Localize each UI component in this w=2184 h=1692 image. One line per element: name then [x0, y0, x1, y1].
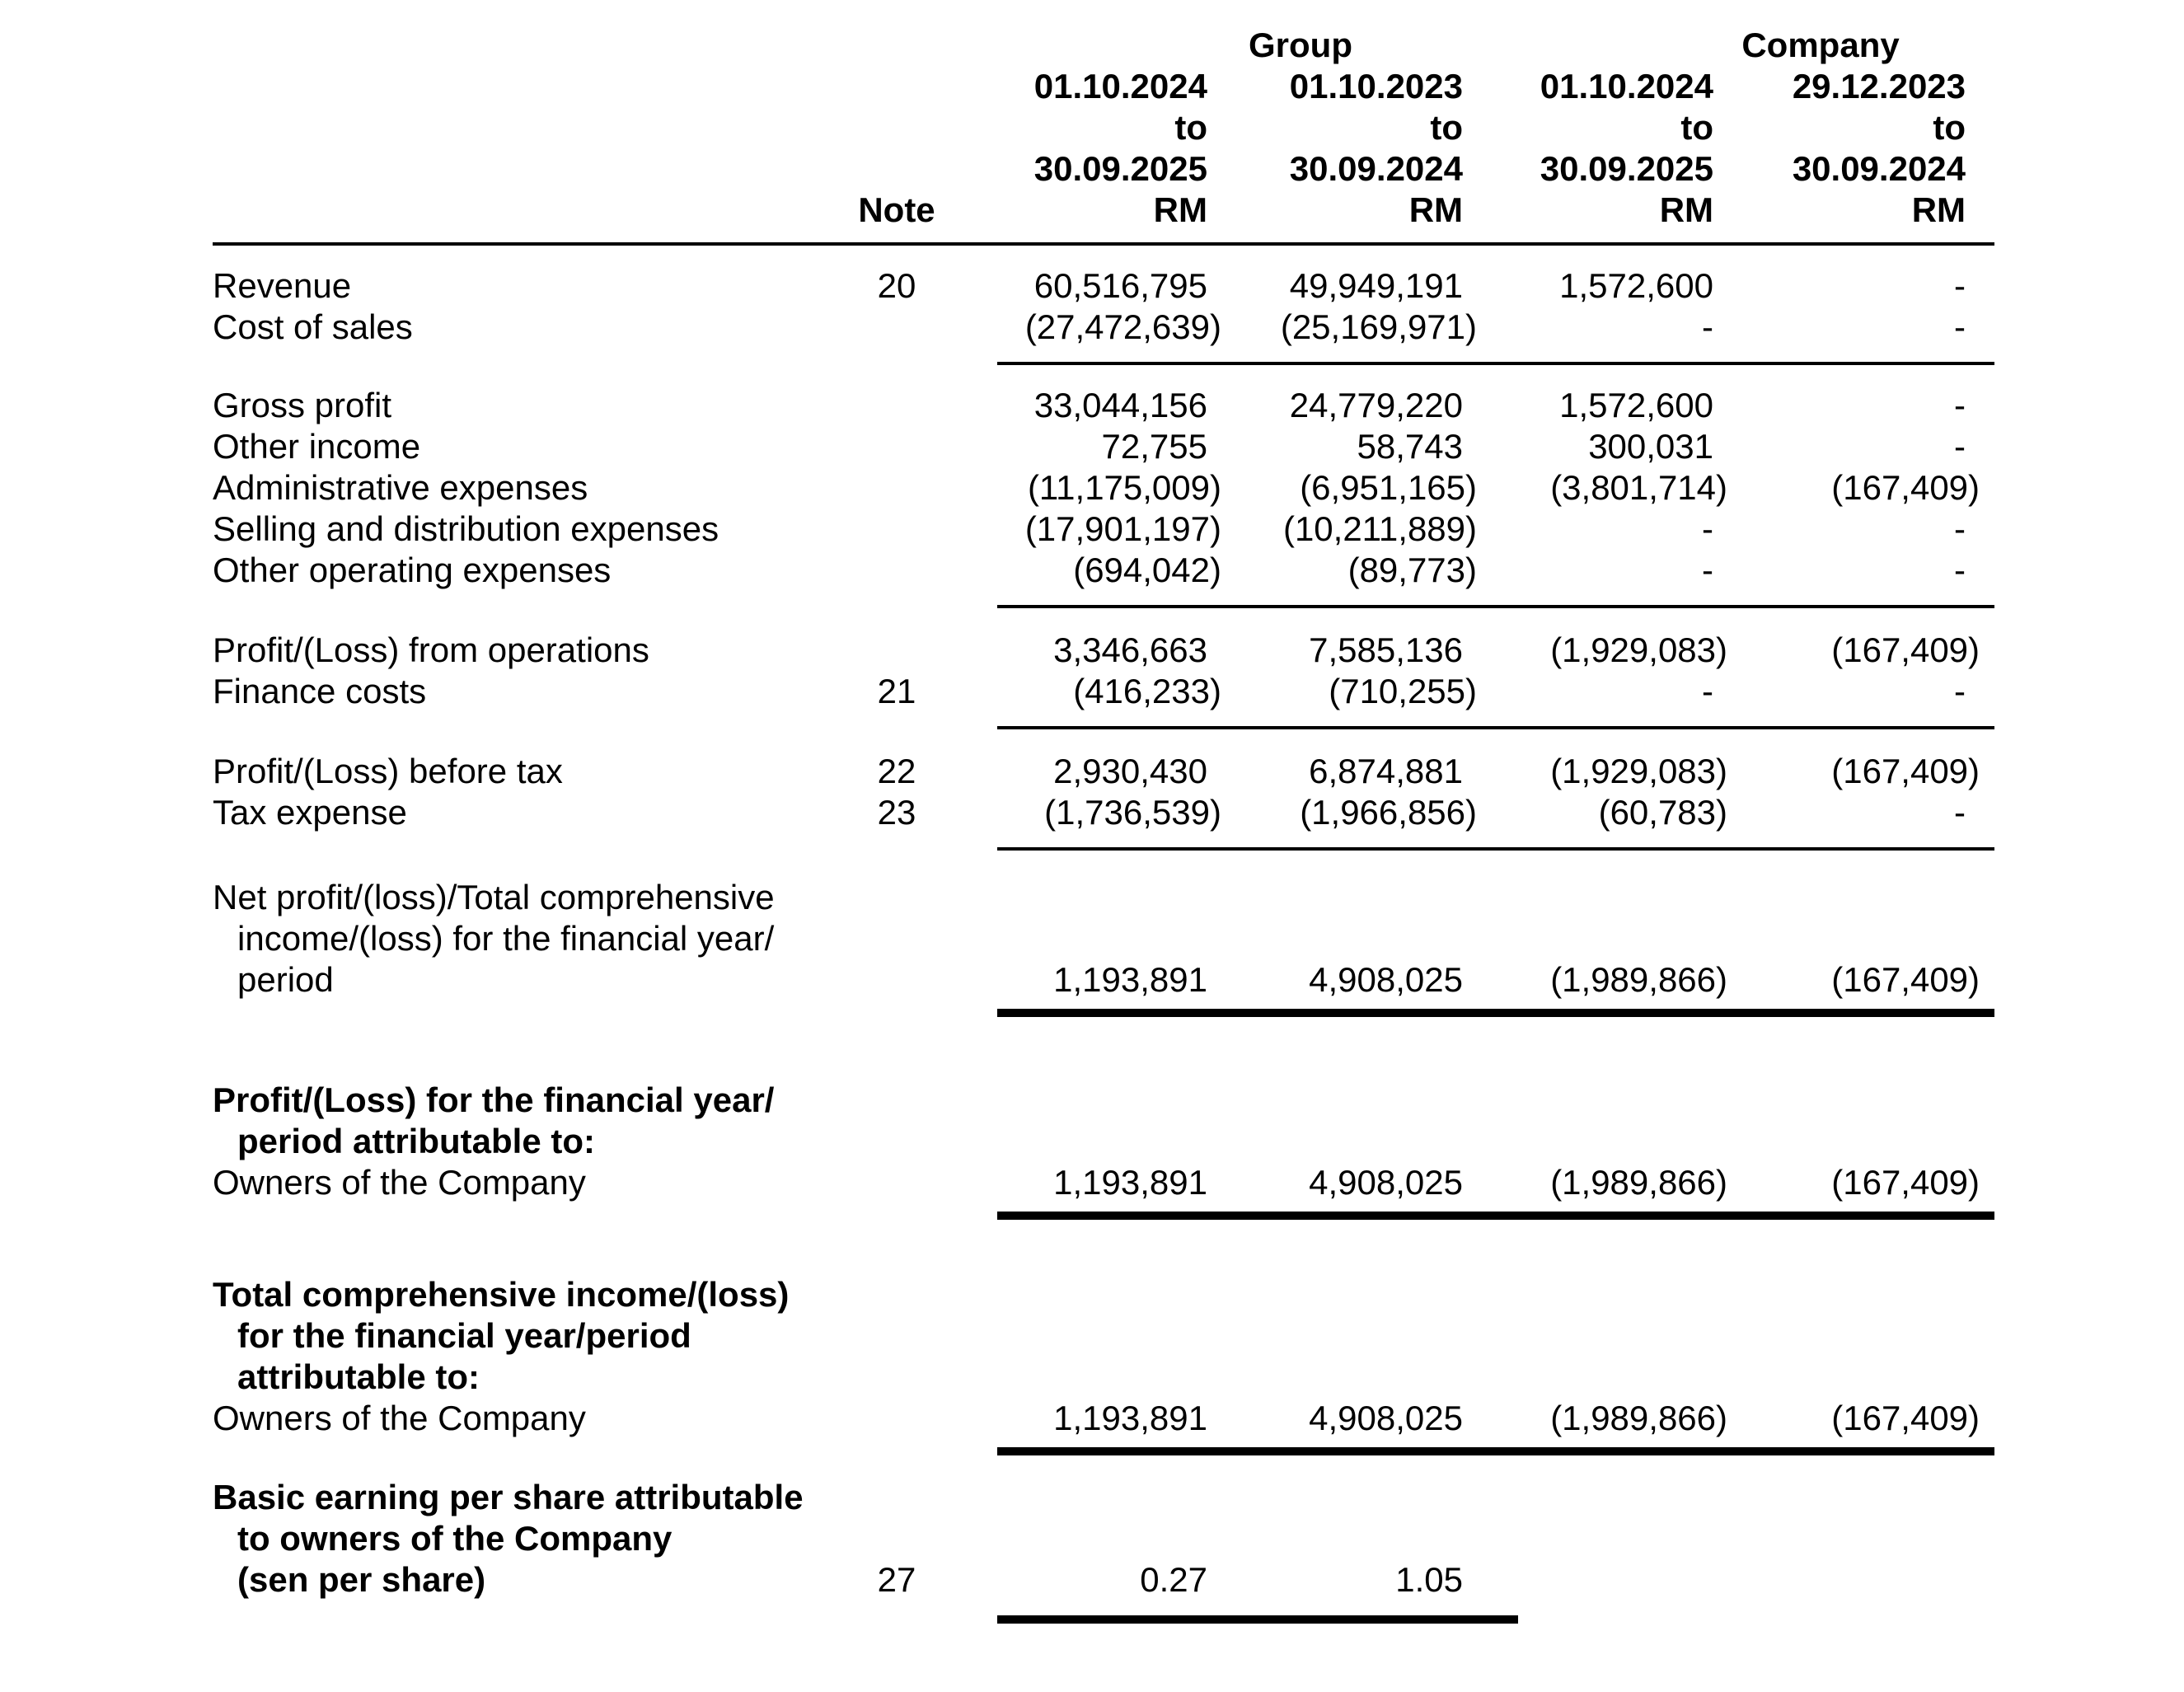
header-row-entity: [213, 25, 1994, 66]
amount-c1: -: [1702, 672, 1714, 710]
row-label: income/(loss) for the financial year/: [237, 919, 775, 958]
section-heading: period attributable to:: [237, 1122, 595, 1160]
amount-c1: (60,783): [1598, 793, 1728, 832]
amount-g1: 1,193,891: [1053, 1399, 1207, 1437]
amount-c2: -: [1954, 427, 1966, 466]
amount-g1: 72,755: [1101, 427, 1207, 466]
period-start-g1: 01.10.2024: [1033, 67, 1207, 105]
rule-row: [213, 1203, 1994, 1220]
amount-c2: (167,409): [1831, 960, 1980, 999]
period-to-c2: to: [1933, 108, 1966, 147]
amount-g2: 1.05: [1395, 1560, 1464, 1599]
statement-sheet: [213, 25, 1994, 1624]
amount-c2: -: [1954, 266, 1966, 305]
note-ref: 22: [877, 752, 916, 790]
section-rule: [213, 712, 1994, 729]
header-row-to: [213, 107, 1994, 148]
table-row: [213, 959, 1994, 1001]
amount-g2: 24,779,220: [1289, 386, 1464, 424]
total-rule: [213, 1001, 1994, 1017]
unit-c1: RM: [1659, 190, 1714, 229]
row-label: period: [237, 960, 334, 999]
table-row: [213, 751, 1994, 792]
note-ref: 21: [877, 672, 916, 710]
amount-c2: (167,409): [1831, 1399, 1980, 1437]
table-row: [213, 1518, 1994, 1559]
amount-c1: -: [1702, 307, 1714, 346]
period-end-g2: 30.09.2024: [1289, 149, 1464, 188]
amount-g2: (710,255): [1329, 672, 1478, 710]
amount-c1: (1,989,866): [1550, 1163, 1728, 1202]
amount-c1: (1,989,866): [1550, 960, 1728, 999]
eps-total-rule: [213, 1607, 1994, 1624]
table-row: [213, 792, 1994, 833]
amount-c2: (167,409): [1831, 468, 1980, 507]
amount-g1: 2,930,430: [1053, 752, 1207, 790]
table-row: [213, 671, 1994, 712]
rule-row: [213, 348, 1994, 365]
amount-g1: (694,042): [1073, 551, 1221, 589]
amount-g1: 33,044,156: [1033, 386, 1207, 424]
section-heading: Total comprehensive income/(loss): [213, 1275, 790, 1314]
table-row: [213, 1559, 1994, 1601]
unit-g1: RM: [1153, 190, 1207, 229]
row-label: Revenue: [213, 266, 352, 305]
amount-c2: -: [1954, 386, 1966, 424]
row-label: Owners of the Company: [213, 1163, 586, 1202]
amount-c1: (1,929,083): [1550, 752, 1728, 790]
table-row: [213, 630, 1994, 671]
amount-c2: -: [1954, 793, 1966, 832]
amount-c2: (167,409): [1831, 752, 1980, 790]
table-row: [213, 1315, 1994, 1357]
rule-row: [213, 1439, 1994, 1455]
table-row: [213, 1398, 1994, 1439]
row-label: Other income: [213, 427, 421, 466]
row-label: Finance costs: [213, 672, 427, 710]
amount-g1: 1,193,891: [1053, 1163, 1207, 1202]
amount-c1: -: [1702, 551, 1714, 589]
table-row: [213, 1357, 1994, 1398]
section-heading: to owners of the Company: [237, 1519, 673, 1558]
amount-g1: 0.27: [1140, 1560, 1207, 1599]
rule-row: [213, 1607, 1994, 1624]
header-row-units: [213, 190, 1994, 231]
amount-g2: 4,908,025: [1309, 960, 1464, 999]
note-column-header: Note: [858, 190, 935, 229]
amount-g2: (89,773): [1347, 551, 1478, 589]
amount-g2: 6,874,881: [1309, 752, 1464, 790]
section-rule: [213, 833, 1994, 851]
section-rule: [213, 591, 1994, 608]
header-rule-row: [213, 231, 1994, 246]
unit-c2: RM: [1911, 190, 1966, 229]
amount-c1: -: [1702, 509, 1714, 548]
total-rule: [213, 1439, 1994, 1455]
amount-c2: -: [1954, 551, 1966, 589]
amount-g2: 4,908,025: [1309, 1163, 1464, 1202]
table-row: [213, 1121, 1994, 1162]
group-header: Group: [1249, 26, 1352, 64]
amount-g2: 49,949,191: [1289, 266, 1464, 305]
row-label: Selling and distribution expenses: [213, 509, 719, 548]
section-heading: attributable to:: [237, 1357, 480, 1396]
table-row: [213, 1080, 1994, 1121]
amount-g2: (6,951,165): [1300, 468, 1478, 507]
period-to-g2: to: [1430, 108, 1464, 147]
header-rule: [213, 231, 1994, 246]
amount-c2: -: [1954, 307, 1966, 346]
amount-c1: 1,572,600: [1559, 386, 1714, 424]
rule-row: [213, 833, 1994, 851]
amount-c1: 1,572,600: [1559, 266, 1714, 305]
amount-c1: (1,989,866): [1550, 1399, 1728, 1437]
row-label: (sen per share): [237, 1560, 486, 1599]
amount-g2: 7,585,136: [1309, 630, 1464, 669]
amount-g2: 4,908,025: [1309, 1399, 1464, 1437]
period-end-c2: 30.09.2024: [1792, 149, 1966, 188]
rule-row: [213, 1001, 1994, 1017]
table-row: [213, 385, 1994, 426]
table-row: [213, 877, 1994, 918]
period-end-g1: 30.09.2025: [1033, 149, 1207, 188]
period-start-c2: 29.12.2023: [1792, 67, 1966, 105]
amount-g1: 1,193,891: [1053, 960, 1207, 999]
table-row: [213, 426, 1994, 467]
period-start-c1: 01.10.2024: [1540, 67, 1714, 105]
row-label: Tax expense: [213, 793, 407, 832]
amount-g2: (10,211,889): [1282, 509, 1478, 548]
company-header: Company: [1741, 26, 1900, 64]
period-end-c1: 30.09.2025: [1540, 149, 1714, 188]
amount-c2: (167,409): [1831, 1163, 1980, 1202]
amount-g1: (416,233): [1073, 672, 1221, 710]
header-row-period-start: [213, 66, 1994, 107]
table-row: [213, 550, 1994, 591]
table-row: [213, 1274, 1994, 1315]
period-to-c1: to: [1680, 108, 1714, 147]
note-ref: 27: [877, 1560, 916, 1599]
section-heading: Profit/(Loss) for the financial year/: [213, 1080, 775, 1119]
amount-g1: 60,516,795: [1033, 266, 1207, 305]
rule-row: [213, 591, 1994, 608]
header-row-period-end: [213, 148, 1994, 190]
note-ref: 20: [877, 266, 916, 305]
amount-c2: (167,409): [1831, 630, 1980, 669]
profit-loss-table: [213, 25, 1994, 1624]
total-rule: [213, 1203, 1994, 1220]
table-row: [213, 1477, 1994, 1518]
row-label: Administrative expenses: [213, 468, 588, 507]
row-label: Gross profit: [213, 386, 392, 424]
row-label: Other operating expenses: [213, 551, 612, 589]
row-label: Net profit/(loss)/Total comprehensive: [213, 878, 775, 916]
amount-c1: (1,929,083): [1550, 630, 1728, 669]
table-row: [213, 467, 1994, 509]
amount-g1: (11,175,009): [1027, 468, 1221, 507]
amount-g1: (17,901,197): [1024, 509, 1221, 548]
section-rule: [213, 348, 1994, 365]
amount-g2: 58,743: [1357, 427, 1464, 466]
table-row: [213, 265, 1994, 307]
unit-g2: RM: [1408, 190, 1464, 229]
table-row: [213, 1162, 1994, 1203]
table-row: [213, 307, 1994, 348]
amount-c1: 300,031: [1588, 427, 1714, 466]
row-label: Profit/(Loss) from operations: [213, 630, 649, 669]
amount-g1: (27,472,639): [1024, 307, 1221, 346]
table-row: [213, 509, 1994, 550]
amount-g1: 3,346,663: [1053, 630, 1207, 669]
row-label: Cost of sales: [213, 307, 413, 346]
amount-c2: -: [1954, 509, 1966, 548]
amount-c2: -: [1954, 672, 1966, 710]
period-start-g2: 01.10.2023: [1289, 67, 1464, 105]
row-label: Profit/(Loss) before tax: [213, 752, 563, 790]
section-heading: Basic earning per share attributable: [213, 1478, 804, 1516]
amount-g2: (25,169,971): [1280, 307, 1478, 346]
note-ref: 23: [877, 793, 916, 832]
rule-row: [213, 712, 1994, 729]
section-heading: for the financial year/period: [237, 1316, 691, 1355]
amount-g1: (1,736,539): [1044, 793, 1221, 832]
table-row: [213, 918, 1994, 959]
amount-g2: (1,966,856): [1300, 793, 1478, 832]
amount-c1: (3,801,714): [1550, 468, 1728, 507]
row-label: Owners of the Company: [213, 1399, 586, 1437]
period-to-g1: to: [1174, 108, 1207, 147]
